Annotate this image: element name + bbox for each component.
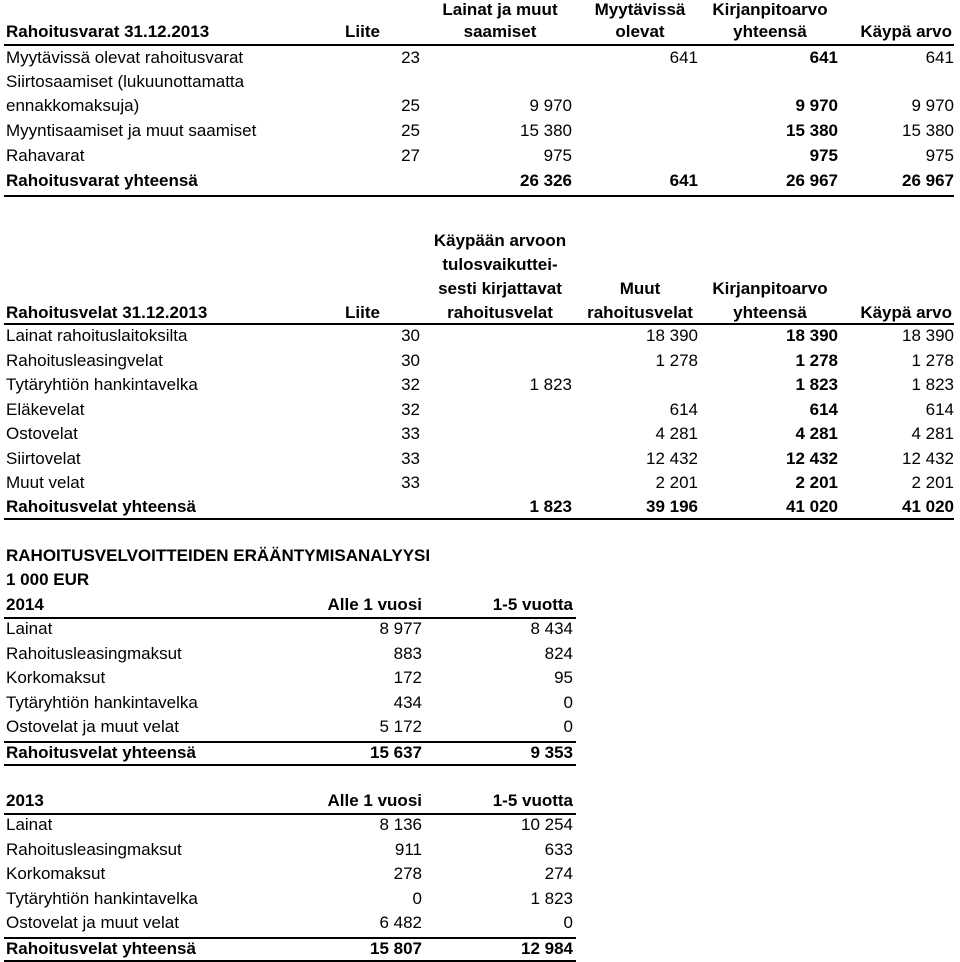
cell-under-1-year: 172: [393, 668, 422, 687]
row-label: Eläkevelat: [6, 399, 85, 419]
cell-c3: 41 020: [786, 497, 838, 516]
row-label-cont: ennakkomaksuja): [6, 96, 140, 115]
cell-c2: 641: [669, 48, 698, 67]
col-header-1-5-years: 1-5 vuotta: [492, 595, 573, 614]
cell-c3: 9 970: [795, 96, 838, 115]
cell-1-5-years: 633: [544, 839, 573, 859]
cell-c4: 614: [925, 399, 954, 419]
cell-c1: 1 823: [529, 497, 572, 516]
row-label: Siirtovelat: [6, 448, 81, 468]
cell-1-5-years: 9 353: [530, 742, 573, 762]
row-label: Rahoitusvelat yhteensä: [6, 742, 196, 762]
cell-under-1-year: 883: [393, 643, 422, 663]
col-header-available-for-sale-l1: Myytävissä: [594, 0, 686, 19]
col-header-fvtpl-l4: rahoitusvelat: [447, 303, 553, 322]
year-header: 2014: [6, 595, 44, 614]
cell-c3: 2 201: [795, 473, 838, 492]
table-bottom-border: [4, 764, 576, 766]
cell-c3: 1 823: [795, 375, 838, 394]
col-header-note: Liite: [345, 303, 380, 322]
row-label: Muut velat: [6, 473, 85, 492]
cell-c4: 1 278: [911, 350, 954, 370]
cell-c4: 18 390: [902, 326, 954, 345]
col-header-note: Liite: [345, 22, 380, 41]
cell-c4: 2 201: [911, 473, 954, 492]
row-label: Myyntisaamiset ja muut saamiset: [6, 121, 257, 140]
col-header-book-value-l2: yhteensä: [733, 22, 807, 41]
cell-under-1-year: 0: [412, 888, 422, 908]
cell-liite: 25: [401, 121, 420, 140]
row-label: Rahoitusleasingmaksut: [6, 839, 182, 859]
cell-liite: 33: [401, 473, 420, 492]
row-label: Tytäryhtiön hankintavelka: [6, 888, 198, 908]
row-label: Rahoitusvelat yhteensä: [6, 497, 196, 516]
cell-c4: 26 967: [902, 171, 954, 190]
cell-1-5-years: 0: [563, 717, 573, 736]
cell-c2: 641: [669, 171, 698, 190]
row-label: Tytäryhtiön hankintavelka: [6, 692, 198, 712]
cell-liite: 25: [401, 96, 420, 115]
cell-c2: 2 201: [655, 473, 698, 492]
col-header-fair-value: Käypä arvo: [860, 303, 952, 322]
cell-c3: 12 432: [786, 448, 838, 468]
col-header-loans-receivables-l1: Lainat ja muut: [442, 0, 558, 19]
col-header-book-value-l2: yhteensä: [733, 303, 807, 322]
cell-1-5-years: 95: [554, 668, 573, 687]
col-header-1-5-years: 1-5 vuotta: [492, 791, 573, 810]
total-divider: [4, 195, 954, 197]
row-label: Rahavarat: [6, 146, 85, 165]
cell-c2: 1 278: [655, 350, 698, 370]
header-divider: [4, 323, 954, 325]
cell-c2: 39 196: [646, 497, 698, 516]
cell-liite: 32: [401, 399, 420, 419]
col-header-fvtpl-l1: Käypään arvoon: [433, 231, 567, 250]
cell-under-1-year: 911: [394, 839, 422, 859]
cell-under-1-year: 5 172: [379, 717, 422, 736]
cell-c4: 641: [925, 48, 954, 67]
row-label: Ostovelat: [6, 424, 78, 443]
cell-c4: 9 970: [911, 96, 954, 115]
cell-c3: 26 967: [786, 171, 838, 190]
total-divider: [4, 518, 954, 520]
row-label: Rahoitusleasingvelat: [6, 350, 163, 370]
row-label: Rahoitusvarat yhteensä: [6, 171, 198, 190]
cell-c1: 15 380: [520, 121, 572, 140]
cell-1-5-years: 274: [544, 864, 573, 883]
cell-under-1-year: 8 977: [379, 619, 422, 638]
cell-1-5-years: 8 434: [530, 619, 573, 638]
cell-c1: 1 823: [529, 375, 572, 394]
cell-1-5-years: 10 254: [521, 815, 573, 834]
cell-c3: 975: [809, 146, 838, 165]
row-label: Siirtosaamiset (lukuunottamatta: [6, 72, 245, 91]
cell-c3: 1 278: [795, 350, 838, 370]
row-label: Korkomaksut: [6, 668, 106, 687]
cell-liite: 33: [401, 448, 420, 468]
col-header-under-1-year: Alle 1 vuosi: [327, 791, 422, 810]
col-header-book-value-l1: Kirjanpitoarvo: [712, 279, 828, 298]
cell-c2: 18 390: [646, 326, 698, 345]
col-header-under-1-year: Alle 1 vuosi: [327, 595, 422, 614]
cell-c4: 975: [925, 146, 954, 165]
cell-c3: 18 390: [786, 326, 838, 345]
row-label: Lainat rahoituslaitoksilta: [6, 326, 188, 345]
col-header-loans-receivables-l2: saamiset: [463, 22, 537, 41]
row-label: Korkomaksut: [6, 864, 106, 883]
cell-c1: 26 326: [520, 171, 572, 190]
row-label: Myytävissä olevat rahoitusvarat: [6, 48, 244, 67]
cell-liite: 23: [401, 48, 420, 67]
cell-under-1-year: 6 482: [379, 913, 422, 932]
col-header-fair-value: Käypä arvo: [860, 22, 952, 41]
cell-c3: 641: [809, 48, 838, 67]
cell-c4: 4 281: [911, 424, 954, 443]
cell-under-1-year: 278: [393, 864, 422, 883]
cell-1-5-years: 824: [544, 643, 573, 663]
cell-c2: 4 281: [655, 424, 698, 443]
row-label: Rahoitusvelat yhteensä: [6, 938, 196, 958]
table-title: Rahoitusvelat 31.12.2013: [6, 303, 208, 322]
cell-1-5-years: 0: [563, 913, 573, 932]
cell-liite: 32: [401, 375, 420, 394]
cell-c1: 975: [543, 146, 572, 165]
unit-label: 1 000 EUR: [6, 570, 90, 589]
row-label: Lainat: [6, 619, 53, 638]
row-label: Ostovelat ja muut velat: [6, 717, 179, 736]
table-title: Rahoitusvarat 31.12.2013: [6, 22, 210, 41]
row-label: Ostovelat ja muut velat: [6, 913, 179, 932]
cell-c2: 12 432: [646, 448, 698, 468]
cell-c4: 1 823: [911, 375, 954, 394]
cell-liite: 30: [401, 326, 420, 345]
cell-1-5-years: 12 984: [521, 938, 573, 958]
section-title: RAHOITUSVELVOITTEIDEN ERÄÄNTYMISANALYYSI: [6, 546, 431, 565]
col-header-fvtpl-l3: sesti kirjattavat: [438, 279, 562, 298]
cell-c4: 12 432: [902, 448, 954, 468]
year-header: 2013: [6, 791, 44, 810]
cell-c3: 614: [809, 399, 838, 419]
cell-c4: 15 380: [902, 121, 954, 140]
cell-under-1-year: 8 136: [379, 815, 422, 834]
row-label: Rahoitusleasingmaksut: [6, 643, 182, 663]
header-divider: [4, 44, 954, 46]
cell-c4: 41 020: [902, 497, 954, 516]
row-label: Tytäryhtiön hankintavelka: [6, 375, 198, 394]
cell-c3: 15 380: [786, 121, 838, 140]
cell-under-1-year: 434: [393, 692, 422, 712]
row-label: Lainat: [6, 815, 53, 834]
cell-under-1-year: 15 807: [370, 938, 422, 958]
col-header-other-liabilities-l1: Muut: [619, 279, 661, 298]
col-header-available-for-sale-l2: olevat: [615, 22, 665, 41]
cell-under-1-year: 15 637: [370, 742, 422, 762]
cell-c3: 4 281: [795, 424, 838, 443]
col-header-other-liabilities-l2: rahoitusvelat: [587, 303, 693, 322]
col-header-fvtpl-l2: tulosvaikuttei-: [442, 255, 558, 274]
cell-liite: 30: [401, 350, 420, 370]
cell-1-5-years: 0: [563, 692, 573, 712]
cell-c1: 9 970: [529, 96, 572, 115]
cell-c2: 614: [669, 399, 698, 419]
cell-liite: 27: [401, 146, 420, 165]
col-header-book-value-l1: Kirjanpitoarvo: [712, 0, 828, 19]
cell-liite: 33: [401, 424, 420, 443]
cell-1-5-years: 1 823: [530, 888, 573, 908]
